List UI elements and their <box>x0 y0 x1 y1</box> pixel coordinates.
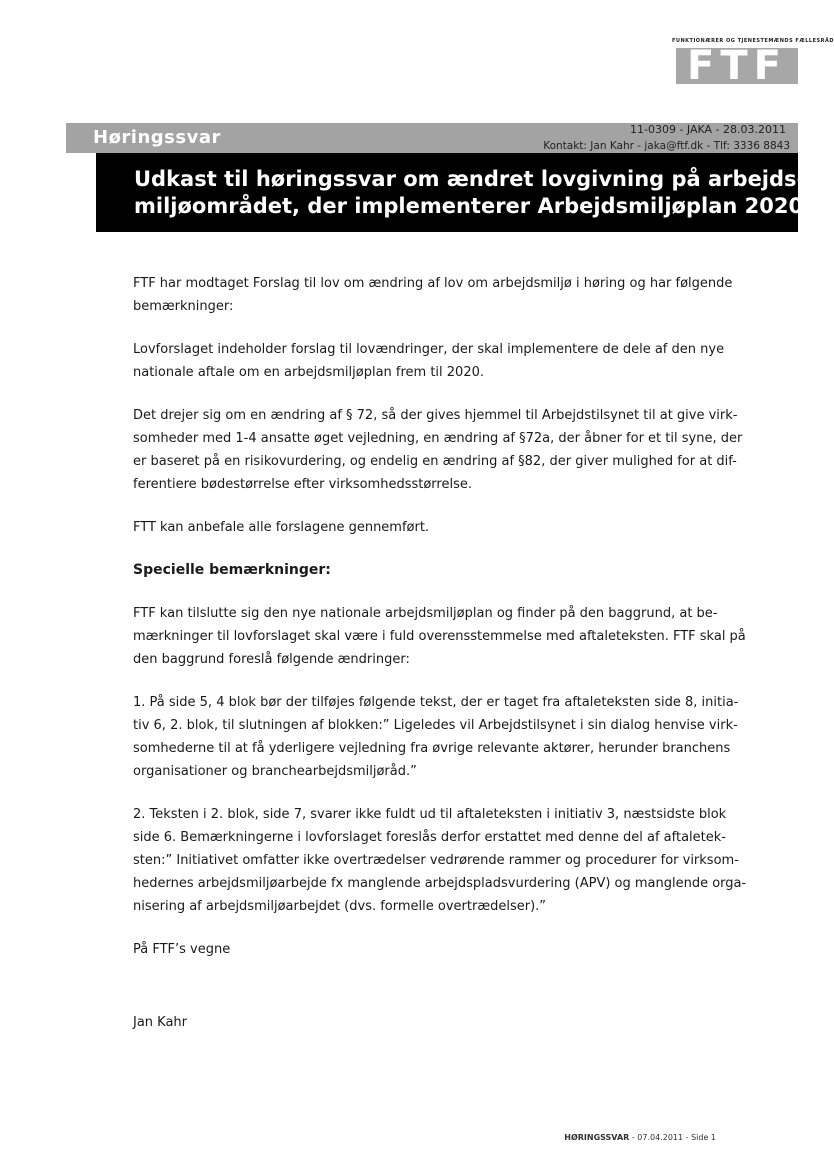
text-line: tiv 6, 2. blok, til slutningen af blokken:” Ligeledes vil Arbejdstilsynet i sin dialog henvise virk- <box>133 718 738 733</box>
document-body <box>133 272 747 1054</box>
text-line: somheder med 1-4 ansatte øget vejledning, en ændring af §72a, der åbner for et til syne, der <box>133 431 743 446</box>
header-band <box>66 123 798 153</box>
section-heading: Specielle bemærkninger: <box>133 562 331 578</box>
text-line: hedernes arbejdsmiljøarbejde fx manglende arbejdspladsvurdering (APV) og manglende orga- <box>133 876 747 891</box>
paragraph <box>133 602 746 671</box>
text-line: FTF kan tilslutte sig den nye nationale arbejdsmiljøplan og finder på den baggrund, at be- <box>133 606 718 621</box>
footer-meta: - 07.04.2011 - Side 1 <box>629 1133 716 1142</box>
text-line: bemærkninger: <box>133 299 234 314</box>
text-line: 1. På side 5, 4 blok bør der tilføjes følgende tekst, der er taget fra aftaleteksten side 8, initia- <box>133 695 739 710</box>
signature-name: Jan Kahr <box>133 1015 188 1030</box>
text-line: ferentiere bødestørrelse efter virksomhedsstørrelse. <box>133 477 472 492</box>
document-reference: 11-0309 - JAKA - 28.03.2011 <box>630 123 786 136</box>
ftf-logo <box>672 38 834 89</box>
logo-mark: FTF <box>676 48 798 84</box>
text-line: organisationer og branchearbejdsmiljøråd.” <box>133 764 417 779</box>
logo-tagline: FUNKTIONÆRER OG TJENESTEMÆNDS FÆLLESRÅD <box>672 38 834 44</box>
text-line: nisering af arbejdsmiljøarbejdet (dvs. formelle overtrædelser).” <box>133 899 547 914</box>
page-footer <box>564 1133 716 1142</box>
paragraph <box>133 691 739 783</box>
text-line: 2. Teksten i 2. blok, side 7, svarer ikke fuldt ud til aftaleteksten i initiativ 3, næstsidste blok <box>133 807 727 822</box>
closing: På FTF’s vegne <box>133 942 231 957</box>
text-line: mærkninger til lovforslaget skal være i fuld overensstemmelse med aftaleteksten. FTF skal på <box>133 629 746 644</box>
title-line: miljøområdet, der implementerer Arbejdsmiljøplan 2020 <box>134 194 804 218</box>
text-line: FTF har modtaget Forslag til lov om ændring af lov om arbejdsmiljø i høring og har følgende <box>133 276 733 291</box>
text-line: FTT kan anbefale alle forslagene gennemført. <box>133 520 430 535</box>
paragraph <box>133 516 733 539</box>
document-title <box>96 153 806 232</box>
paragraph <box>133 272 733 318</box>
document-type-label: Høringssvar <box>93 127 221 148</box>
text-line: Det drejer sig om en ændring af § 72, så der gives hjemmel til Arbejdstilsynet til at give virk- <box>133 408 738 423</box>
text-line: somhederne til at få yderligere vejledning fra øvrige relevante aktører, herunder branchens <box>133 741 731 756</box>
text-line: er baseret på en risikovurdering, og endelig en ændring af §82, der giver mulighed for at dif- <box>133 454 737 469</box>
text-line: sten:” Initiativet omfatter ikke overtrædelser vedrørende rammer og procedurer for virksom- <box>133 853 739 868</box>
text-line: nationale aftale om en arbejdsmiljøplan frem til 2020. <box>133 365 485 380</box>
paragraph <box>133 338 733 384</box>
text-line: Lovforslaget indeholder forslag til lovændringer, der skal implementere de dele af den nye <box>133 342 725 357</box>
paragraph <box>133 803 747 918</box>
text-line: den baggrund foreslå følgende ændringer: <box>133 652 410 667</box>
contact-info: Kontakt: Jan Kahr - jaka@ftf.dk - Tlf: 3336 8843 <box>543 140 790 152</box>
text-line: side 6. Bemærkningerne i lovforslaget foreslås derfor erstattet med denne del af aftaletek- <box>133 830 726 845</box>
title-line: Udkast til høringssvar om ændret lovgivning på arbejds- <box>134 167 806 191</box>
paragraph <box>133 404 743 496</box>
footer-label: HØRINGSSVAR <box>564 1133 630 1142</box>
